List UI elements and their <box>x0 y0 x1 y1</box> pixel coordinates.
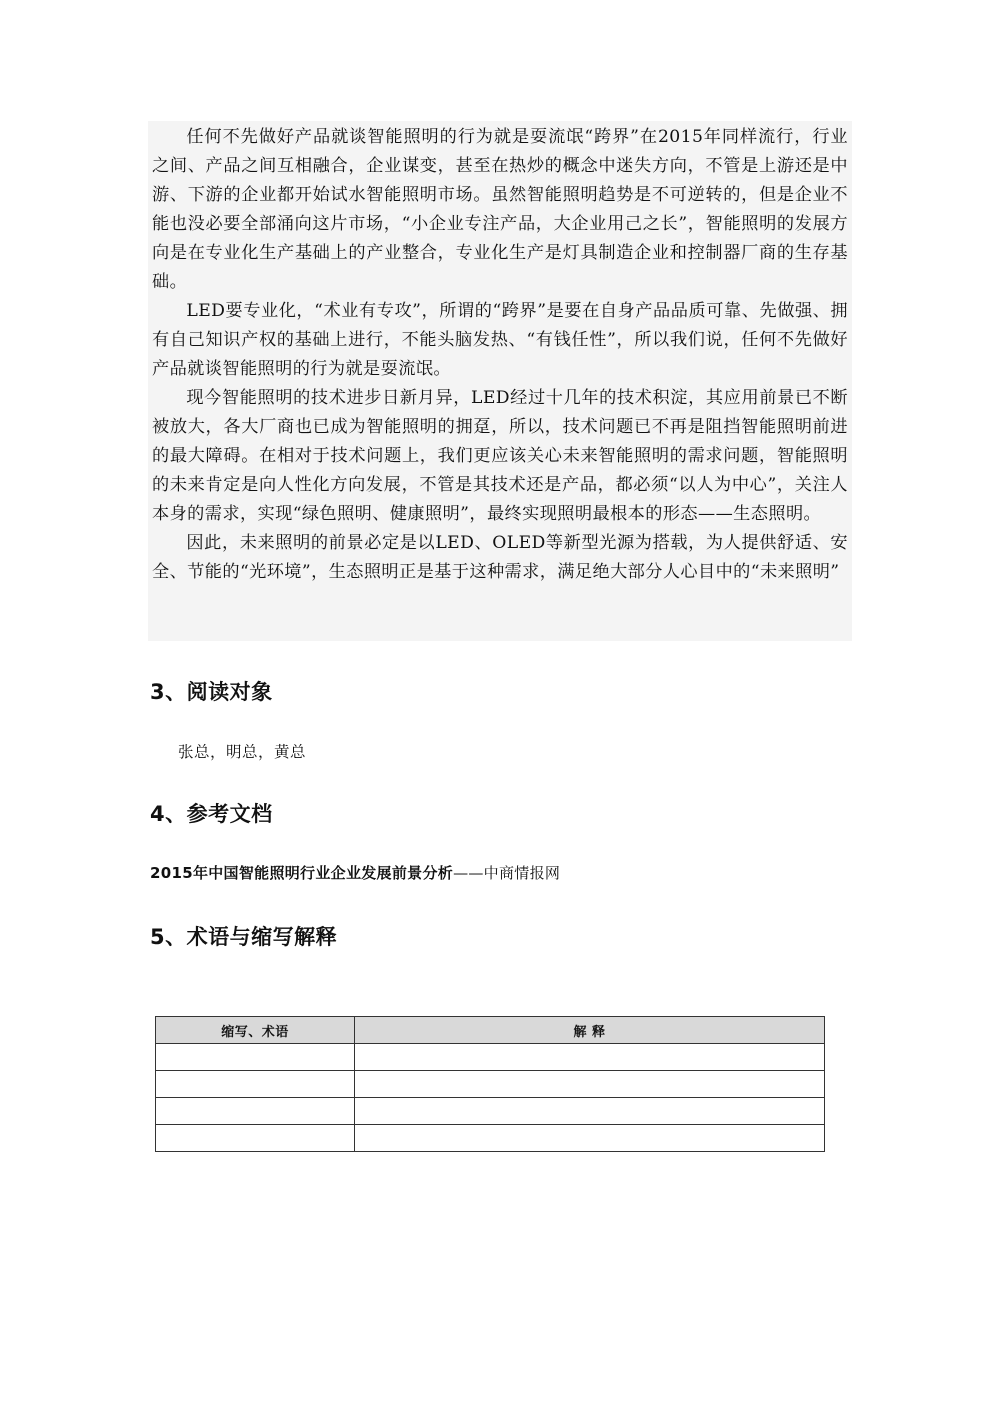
table-cell-term <box>156 1044 355 1071</box>
table-cell-explanation <box>355 1044 825 1071</box>
reference-entry <box>150 862 560 883</box>
readers-list: 张总，明总，黄总 <box>178 743 307 761</box>
references-heading: 4、参考文档 <box>150 802 273 826</box>
header-term: 缩写、术语 <box>156 1017 355 1044</box>
table-row <box>156 1044 825 1071</box>
paragraph-3: 现今智能照明的技术进步日新月异，LED经过十几年的技术积淀，其应用前景已不断被放大，各大厂商也已成为智能照明的拥趸，所以，技术问题已不再是阻挡智能照明前进的最大障碍。在相对于技术问题上，我们更应该关心未来智能照明的需求问题，智能照明的未来肯定是向人性化方向发展，不管是其技术还是产品，都必须“以人为中心”，关注人本身的需求，实现“绿色照明、健康照明”，最终实现照明最根本的形态——生态照明。 <box>152 388 848 524</box>
paragraph-1: 任何不先做好产品就谈智能照明的行为就是耍流氓“跨界”在2015年同样流行，行业之间、产品之间互相融合，企业谋变，甚至在热炒的概念中迷失方向，不管是上游还是中游、下游的企业都开始试水智能照明市场。虽然智能照明趋势是不可逆转的，但是企业不能也没必要全部涌向这片市场，“小企业专注产品，大企业用己之长”，智能照明的发展方向是在专业化生产基础上的产业整合，专业化生产是灯具制造企业和控制器厂商的生存基础。 <box>152 127 848 292</box>
table-cell-term <box>156 1071 355 1098</box>
table-row <box>156 1098 825 1125</box>
table-cell-term <box>156 1125 355 1152</box>
table-cell-term <box>156 1098 355 1125</box>
terms-heading: 5、术语与缩写解释 <box>150 925 338 949</box>
table-row <box>156 1071 825 1098</box>
table-cell-explanation <box>355 1098 825 1125</box>
header-explanation: 解 释 <box>355 1017 825 1044</box>
table-cell-explanation <box>355 1125 825 1152</box>
reference-source: ——中商情报网 <box>453 864 561 882</box>
background-text-block <box>148 121 852 641</box>
paragraph-2: LED要专业化，“术业有专攻”，所谓的“跨界”是要在自身产品品质可靠、先做强、拥有自己知识产权的基础上进行，不能头脑发热、“有钱任性”，所以我们说，任何不先做好产品就谈智能照明的行为就是耍流氓。 <box>152 301 848 379</box>
paragraph-4: 因此，未来照明的前景必定是以LED、OLED等新型光源为搭载，为人提供舒适、安全、节能的“光环境”，生态照明正是基于这种需求，满足绝大部分人心目中的“未来照明” <box>152 533 848 582</box>
readers-heading: 3、阅读对象 <box>150 680 273 704</box>
table-row <box>156 1125 825 1152</box>
reference-title: 2015年中国智能照明行业企业发展前景分析 <box>150 864 454 882</box>
terms-table-header-row <box>156 1017 825 1044</box>
table-cell-explanation <box>355 1071 825 1098</box>
terms-table <box>155 1016 825 1152</box>
